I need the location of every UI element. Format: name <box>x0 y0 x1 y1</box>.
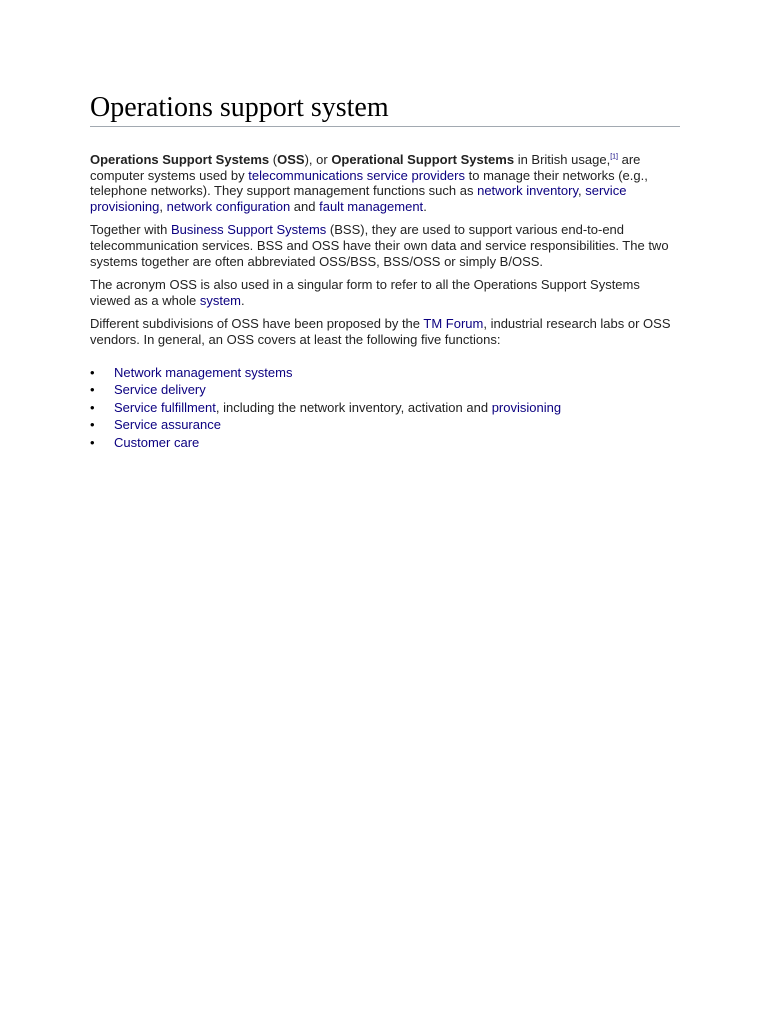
text-run: to manage their networks (e.g., telephone networks). They support management functions such as <box>90 167 648 199</box>
link-service-delivery[interactable]: Service delivery <box>114 382 206 398</box>
acronym-paragraph <box>90 277 680 308</box>
link-provisioning[interactable]: provisioning <box>491 399 562 415</box>
link-network-configuration[interactable]: network configuration <box>166 198 291 214</box>
text-run: (BSS), they are used to support various end-to-end telecommunication services. BSS and OSS have their own data and service responsibilities. The two systems together are often abbreviated OSS/BSS, BSS/OSS or simply B/OSS. <box>90 222 669 269</box>
text-run: Together with <box>90 222 171 238</box>
bss-paragraph <box>90 222 680 269</box>
text-run: are computer systems used by <box>90 152 641 183</box>
link-network-management-systems[interactable]: Network management systems <box>114 364 293 380</box>
bullet-icon: • <box>90 399 95 415</box>
text-run: . <box>423 198 427 214</box>
subdivisions-paragraph <box>90 316 680 347</box>
text-run: , industrial research labs or OSS vendors. In general, an OSS covers at least the following five functions: <box>90 316 671 347</box>
list-item <box>90 399 680 417</box>
link-network-inventory[interactable]: network inventory <box>477 183 579 199</box>
link-fault-management[interactable]: fault management <box>319 198 424 214</box>
link-service-fulfillment[interactable]: Service fulfillment <box>114 399 216 415</box>
bullet-icon: • <box>90 434 95 450</box>
citation-ref-1[interactable]: [1] <box>610 153 618 161</box>
link-telecommunications-service-providers[interactable]: telecommunications service providers <box>248 167 465 183</box>
text-run: and <box>290 198 320 214</box>
list-item <box>90 381 680 399</box>
link-business-support-systems[interactable]: Business Support Systems <box>170 222 327 238</box>
term-operational-support-systems: Operational Support Systems <box>331 152 515 167</box>
text-run: . <box>241 292 245 308</box>
text-run: The acronym OSS is also used in a singular form to refer to all the Operations Support Systems viewed as a whole <box>90 277 640 308</box>
functions-list <box>90 364 680 452</box>
intro-paragraph <box>90 152 680 214</box>
link-service-provisioning[interactable]: service provisioning <box>90 183 627 214</box>
text-run: , <box>159 198 167 214</box>
text-run: , <box>578 183 586 199</box>
bullet-icon: • <box>90 382 95 398</box>
link-service-assurance[interactable]: Service assurance <box>114 417 221 433</box>
bullet-icon: • <box>90 364 95 380</box>
text-run: Different subdivisions of OSS have been proposed by the <box>90 316 424 332</box>
bullet-icon: • <box>90 417 95 433</box>
text-run: ), or <box>304 152 332 167</box>
term-oss-full: Operations Support Systems <box>90 152 270 167</box>
text-run: ( <box>269 152 278 167</box>
list-item <box>90 434 680 452</box>
list-item <box>90 416 680 434</box>
text-run: , including the network inventory, activation and <box>215 399 492 415</box>
list-item <box>90 364 680 382</box>
link-customer-care[interactable]: Customer care <box>114 434 200 450</box>
link-system[interactable]: system <box>199 292 242 308</box>
text-run: in British usage, <box>514 152 611 167</box>
page-title: Operations support system <box>90 92 680 127</box>
link-tm-forum[interactable]: TM Forum <box>423 316 484 332</box>
term-oss: OSS <box>277 152 305 167</box>
article <box>90 92 680 452</box>
